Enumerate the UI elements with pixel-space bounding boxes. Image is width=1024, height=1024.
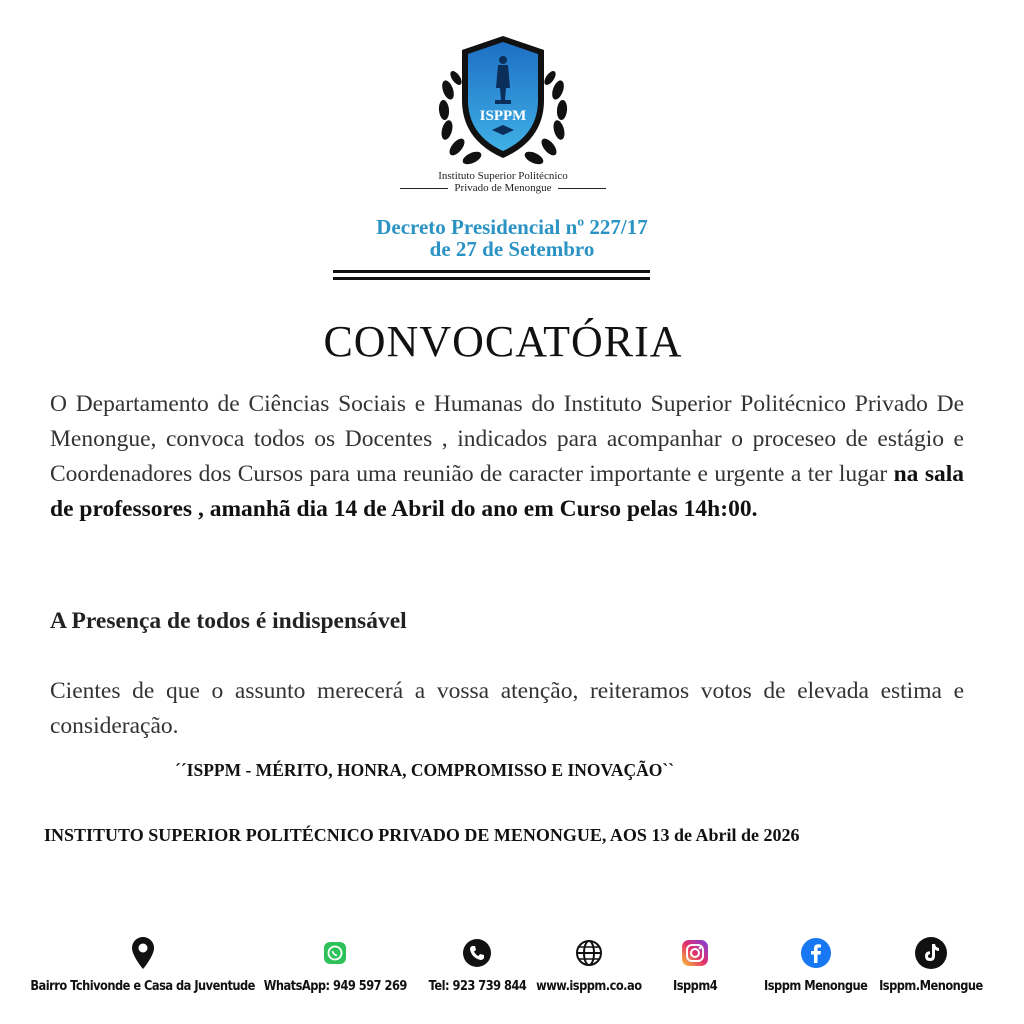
logo-text: ISPPM <box>479 108 527 124</box>
footer-label: Bairro Tchivonde e Casa da Juventude <box>30 979 256 994</box>
motto: ´´ISPPM - MÉRITO, HONRA, COMPROMISSO E INOVAÇÃO`` <box>175 760 675 780</box>
footer-item-website[interactable] <box>532 935 646 1005</box>
contact-footer <box>0 935 1024 1005</box>
footer-item-tiktok[interactable] <box>876 935 986 1005</box>
tiktok-icon <box>914 935 948 971</box>
globe-icon <box>575 935 603 971</box>
footer-item-facebook[interactable] <box>758 935 874 1005</box>
page-title: CONVOCATÓRIA <box>323 317 683 366</box>
institute-logo <box>432 30 574 170</box>
institute-name <box>400 170 606 194</box>
facebook-icon <box>800 935 832 971</box>
footer-label: Isppm.Menongue <box>879 979 983 994</box>
institute-name-line1: Instituto Superior Politécnico <box>438 170 568 182</box>
footer-item-phone[interactable] <box>418 935 536 1005</box>
decree-line1: Decreto Presidencial nº 227/17 <box>376 215 648 239</box>
footer-label: Tel: 923 739 844 <box>428 979 526 994</box>
double-divider <box>333 270 650 284</box>
closing-paragraph: Cientes de que o assunto merecerá a vossa atenção, reiteramos votos de elevada estima e consideração. <box>50 678 964 739</box>
decree-line2: de 27 de Setembro <box>429 237 595 261</box>
main-paragraph <box>50 387 964 527</box>
footer-item-instagram[interactable] <box>654 935 736 1005</box>
closing-date-line: INSTITUTO SUPERIOR POLITÉCNICO PRIVADO DE MENONGUE, AOS 13 de Abril de 2026 <box>44 825 800 845</box>
attendance-note: A Presença de todos é indispensável <box>50 608 407 634</box>
footer-label: WhatsApp: 949 597 269 <box>263 979 407 994</box>
institute-name-line2: Privado de Menongue <box>454 182 552 194</box>
divider <box>558 188 606 189</box>
main-paragraph-text: O Departamento de Ciências Sociais e Humanas do Instituto Superior Politécnico Privado De Menongue, convoca todos os Docentes , indicados para acompanhar o proceseo de estágio e Coordenadores dos Cursos para uma reunião de caracter importante e urgente a ter lugar <box>50 391 964 487</box>
divider <box>400 188 448 189</box>
footer-item-address <box>30 935 256 1005</box>
footer-label: Isppm4 <box>672 979 718 994</box>
decree-reference <box>300 216 724 260</box>
whatsapp-icon <box>323 935 347 971</box>
location-pin-icon <box>132 935 154 971</box>
footer-item-whatsapp[interactable] <box>262 935 408 1005</box>
phone-icon <box>462 935 492 971</box>
footer-label: www.isppm.co.ao <box>536 979 642 994</box>
instagram-icon <box>681 935 709 971</box>
footer-label: Isppm Menongue <box>764 979 868 994</box>
meeting-details: na sala de professores , amanhã dia 14 de Abril do ano em Curso pelas 14h:00. <box>50 461 964 522</box>
